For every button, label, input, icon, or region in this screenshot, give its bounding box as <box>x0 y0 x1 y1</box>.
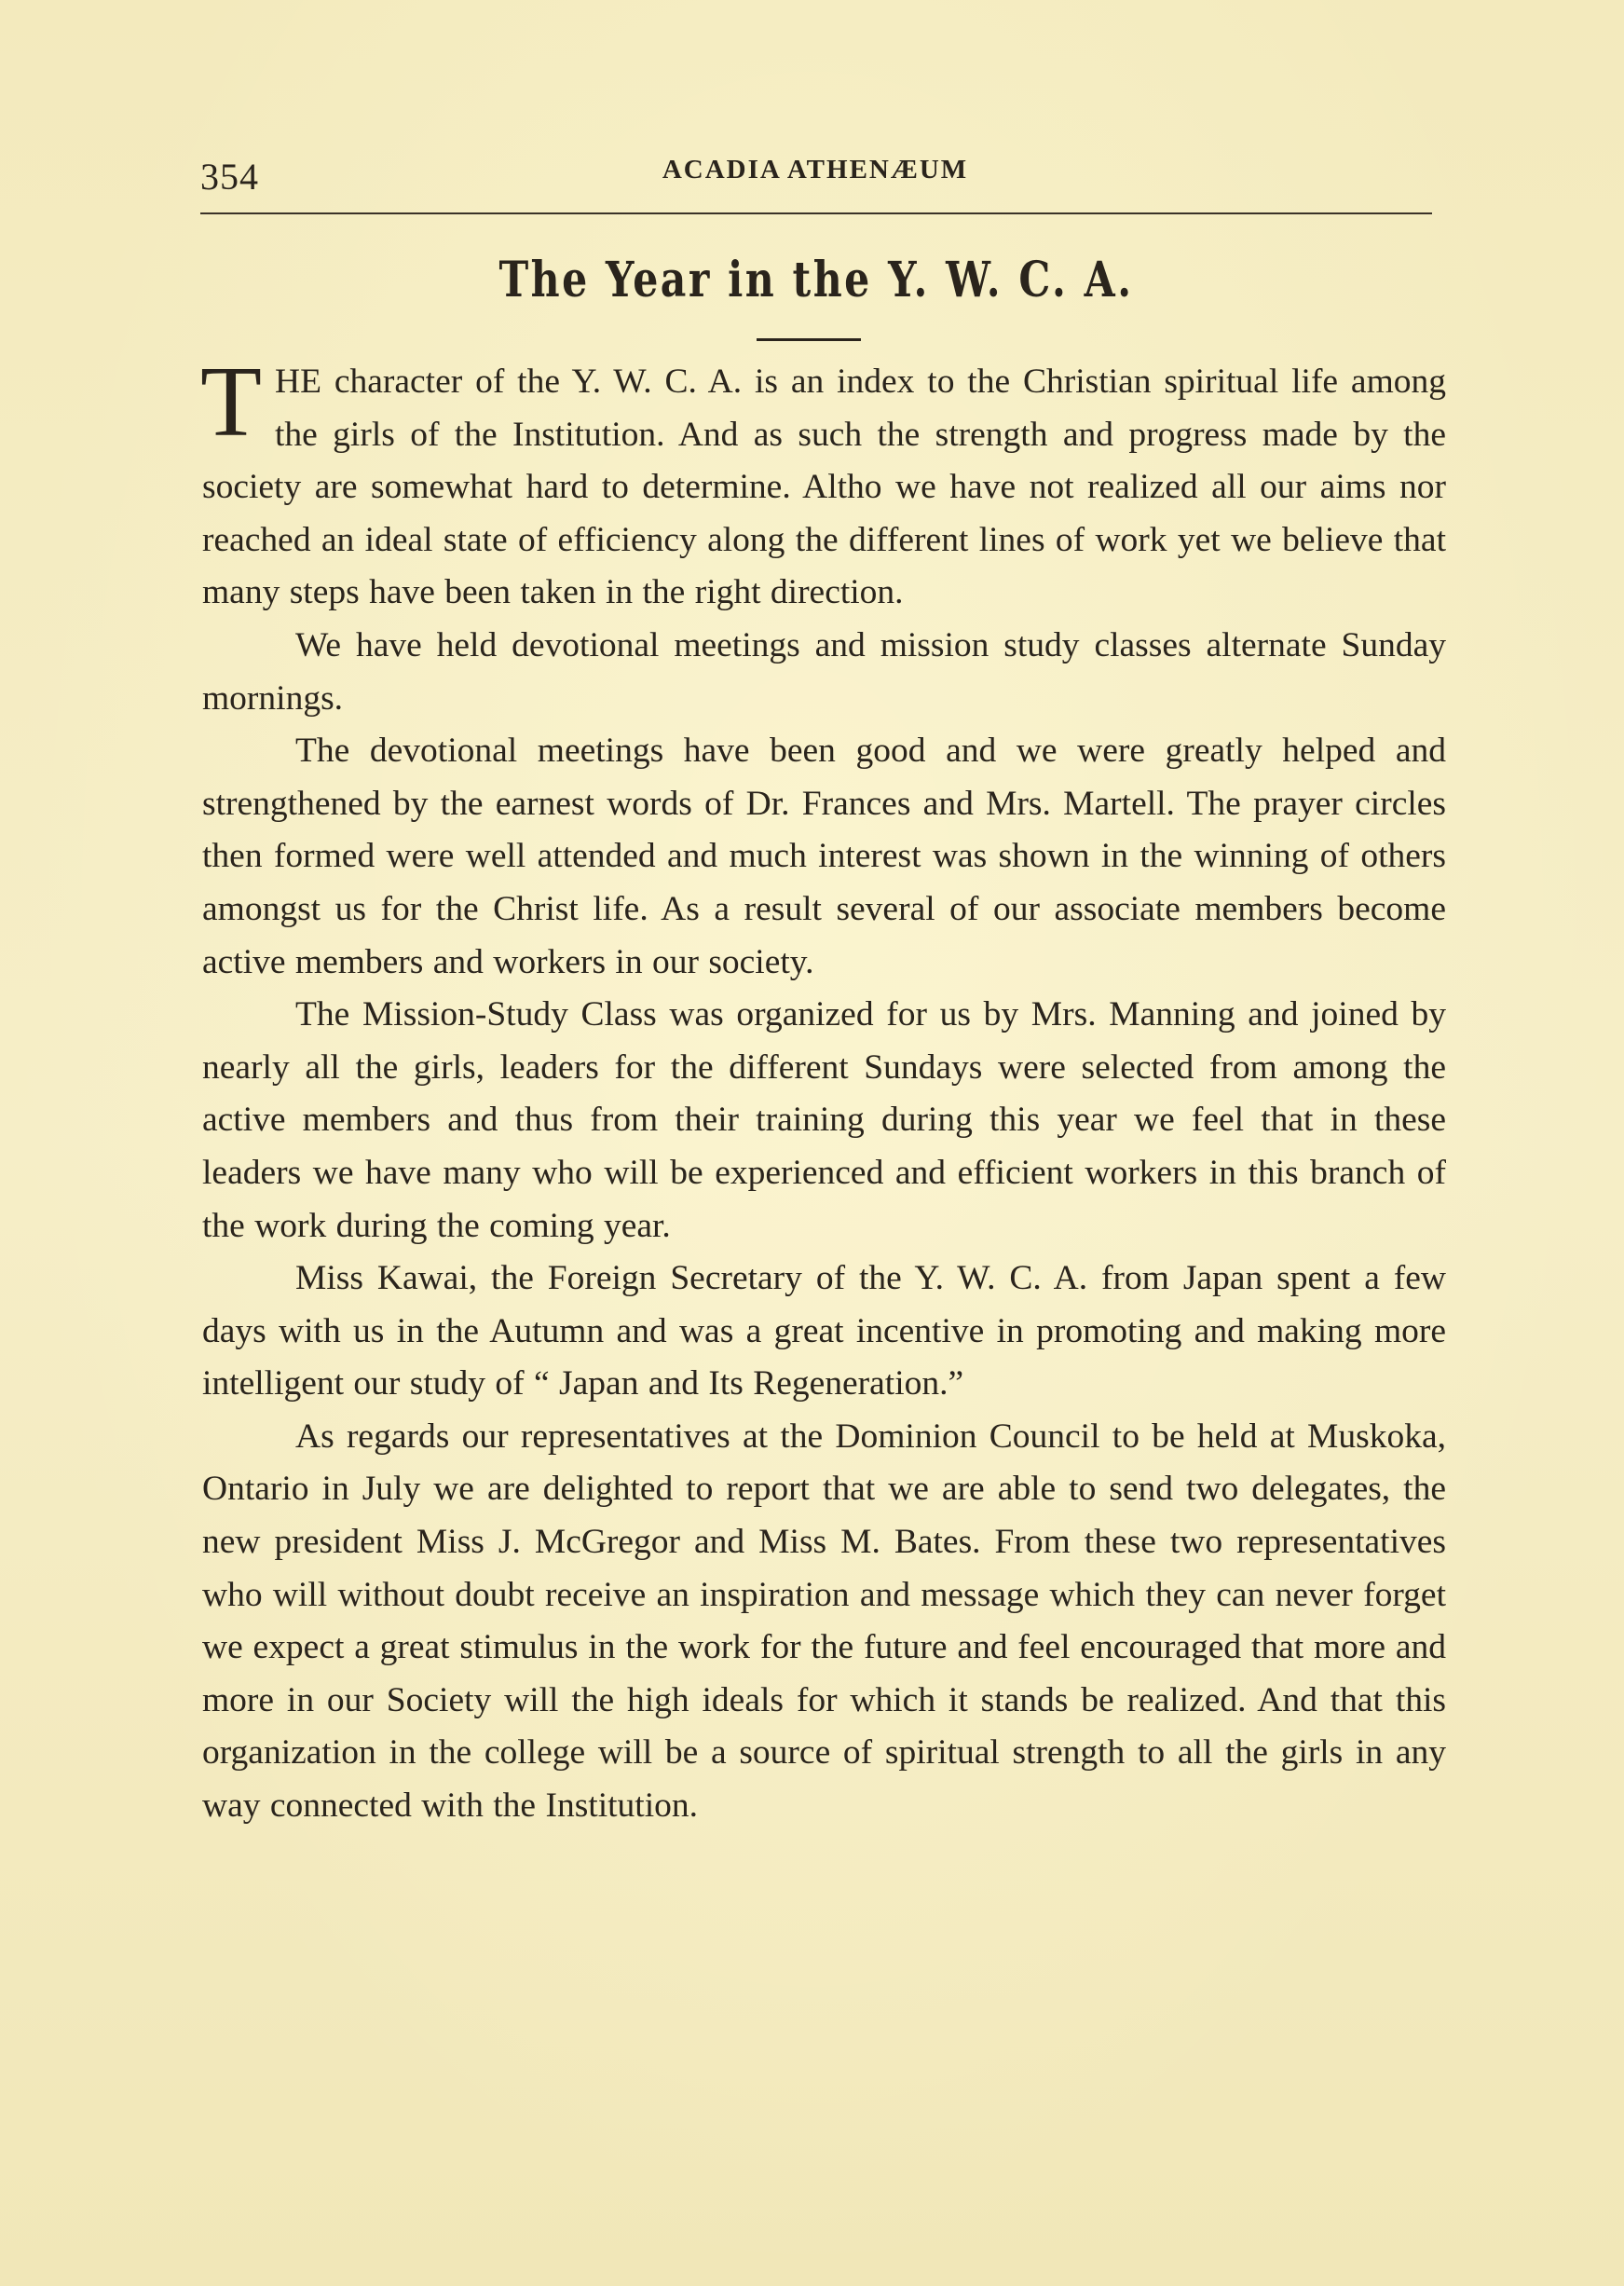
paragraph-1 <box>200 347 1446 620</box>
running-head: ACADIA ATHENÆUM <box>662 155 969 185</box>
paragraph-6: As regards our representatives at the Dominion Council to be held at Muskoka, Ontario in July we are delighted to report that we are able to send two delegates, the new president Miss J. McGregor and Miss M. Bates. From these two representatives who will without doubt receive an inspiration and message which they can never forget we expect a great stimulus in the work for the future and feel encouraged that more and more in our Society will the high ideals for which it stands be realized. And that this organization in the college will be a source of spiritual strength to all the girls in any way connected with the Institution. <box>202 1417 1446 1826</box>
page-number: 354 <box>200 156 259 198</box>
paragraph-3: The devotional meetings have been good and we were greatly helped and strengthened by the earnest words of Dr. Frances and Mrs. Martell. The prayer circles then formed were well attended and much interest was shown in the winning of others amongst us for the Christ life. As a result several of our associate members become active members and workers in our society. <box>202 732 1446 981</box>
article-body <box>200 347 1446 1833</box>
paragraph-2: We have held devotional meetings and mission study classes alternate Sunday mornings. <box>202 625 1446 718</box>
page-header <box>200 149 1430 205</box>
title-divider <box>757 338 861 341</box>
paragraph-5: Miss Kawai, the Foreign Secretary of the Y. W. C. A. from Japan spent a few days with us in the Autumn and was a great incentive in promoting and making more intelligent our study of “ Japan and Its Regeneration.” <box>202 1259 1446 1403</box>
header-divider <box>200 212 1432 214</box>
drop-cap: T <box>200 347 262 458</box>
paragraph-1-text: HE character of the Y. W. C. A. is an index to the Christian spiritual life among the girls of the Institution. And as such the strength and progress made by the society are somewhat hard to determine. Altho we have not realized all our aims nor reached an ideal state of efficiency along the different lines of work yet we believe that many steps have been taken in the right direction. <box>202 363 1446 612</box>
paragraph-4: The Mission-Study Class was organized for us by Mrs. Manning and joined by nearly all the girls, leaders for the different Sundays were selected from among the active members and thus from their training during this year we feel that in these leaders we have many who will be experienced and efficient workers in this branch of the work during the coming year. <box>202 995 1446 1245</box>
article-title: The Year in the Y. W. C. A. <box>498 252 1134 308</box>
